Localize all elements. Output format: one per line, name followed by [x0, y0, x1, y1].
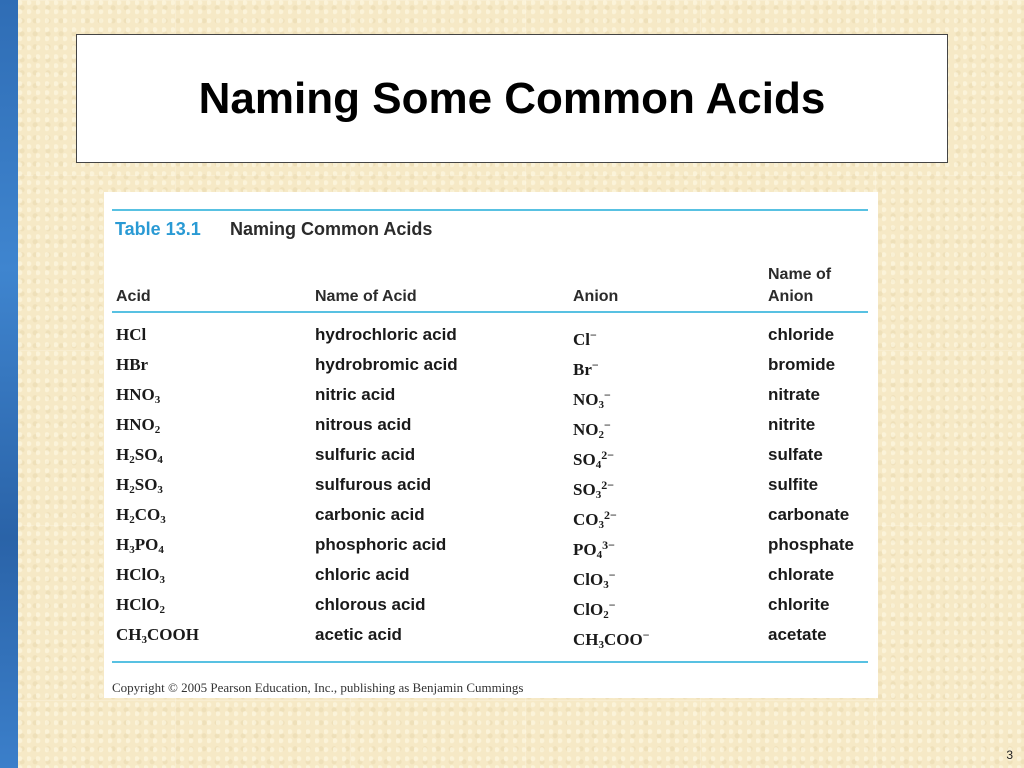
- acid-formula: $HNO_3$: [116, 385, 161, 406]
- header-acid: Acid: [116, 288, 151, 305]
- top-rule: [112, 209, 868, 211]
- acid-formula: $HNO_2$: [116, 415, 161, 436]
- acid-formula: $H_2SO_3$: [116, 475, 163, 496]
- anion-formula: Cl−: [573, 328, 597, 349]
- acid-formula: $H_2CO_3$: [116, 505, 166, 526]
- anion-formula: Br−: [573, 358, 599, 379]
- table-row: [104, 380, 878, 410]
- table-row: [104, 620, 878, 650]
- header-name-of-anion: Name of Anion: [768, 266, 832, 305]
- header-rule: [112, 311, 868, 313]
- title-box: [76, 34, 948, 163]
- acid-name: chlorous acid: [315, 595, 426, 614]
- table-row: [104, 500, 878, 530]
- bottom-rule: [112, 661, 868, 663]
- copyright-note: Copyright © 2005 Pearson Education, Inc., publishing as Benjamin Cummings: [112, 680, 524, 695]
- anion-name: sulfite: [768, 475, 819, 494]
- acid-formula: HClO$_2$: [116, 595, 165, 616]
- table-row: [104, 590, 878, 620]
- acid-formula: HClO$_3$: [116, 565, 165, 586]
- anion-formula: $SO_4^{2-}$: [573, 448, 615, 471]
- table-row: [104, 530, 878, 560]
- acid-name: hydrobromic acid: [315, 355, 458, 374]
- anion-name: chlorate: [768, 565, 835, 584]
- anion-name: carbonate: [768, 505, 850, 524]
- anion-name: sulfate: [768, 445, 823, 464]
- anion-name: chlorite: [768, 595, 830, 614]
- header-anion: Anion: [573, 288, 619, 305]
- table-row: [104, 560, 878, 590]
- anion-name: bromide: [768, 355, 836, 374]
- acid-name: nitrous acid: [315, 415, 412, 434]
- acid-name: phosphoric acid: [315, 535, 447, 554]
- anion-formula: $NO_2^-$: [573, 418, 611, 441]
- anion-formula: $CH_3COO^-$: [573, 628, 650, 651]
- table-title: Naming Common Acids: [230, 219, 433, 239]
- acid-name: sulfurous acid: [315, 475, 432, 494]
- anion-formula: $SO_3^{2-}$: [573, 478, 615, 501]
- acid-name: sulfuric acid: [315, 445, 416, 464]
- anion-formula: $NO_3^-$: [573, 388, 611, 411]
- acid-table: [104, 192, 878, 698]
- acid-name: nitric acid: [315, 385, 396, 404]
- anion-name: nitrate: [768, 385, 820, 404]
- acid-formula: $H_3PO_4$: [116, 535, 164, 556]
- anion-formula: ClO$_3$−: [573, 568, 616, 591]
- anion-formula: ClO$_2$−: [573, 598, 616, 621]
- table-row: [104, 350, 878, 380]
- acid-formula: HBr: [116, 355, 149, 374]
- acid-formula: $H_2SO_4$: [116, 445, 163, 466]
- table-row: [104, 470, 878, 500]
- anion-name: nitrite: [768, 415, 816, 434]
- table-row: [104, 440, 878, 470]
- acid-name: hydrochloric acid: [315, 325, 457, 344]
- acid-formula: $CH_3COOH$: [116, 625, 199, 646]
- anion-formula: $CO_3^{2-}$: [573, 508, 617, 531]
- left-accent-bar: [0, 0, 18, 768]
- anion-name: phosphate: [768, 535, 854, 554]
- table-row: [104, 320, 878, 350]
- slide-title: Naming Some Common Acids: [198, 73, 826, 123]
- table-number: Table 13.1: [115, 219, 201, 239]
- acid-formula: HCl: [116, 325, 147, 344]
- anion-name: chloride: [768, 325, 835, 344]
- header-name-of-acid: Name of Acid: [315, 288, 417, 305]
- anion-name: acetate: [768, 625, 827, 644]
- acid-name: chloric acid: [315, 565, 410, 584]
- anion-formula: $PO_4^{3-}$: [573, 538, 615, 561]
- page-number: 3: [1006, 748, 1013, 762]
- acid-name: acetic acid: [315, 625, 402, 644]
- acid-name: carbonic acid: [315, 505, 425, 524]
- table-row: [104, 410, 878, 440]
